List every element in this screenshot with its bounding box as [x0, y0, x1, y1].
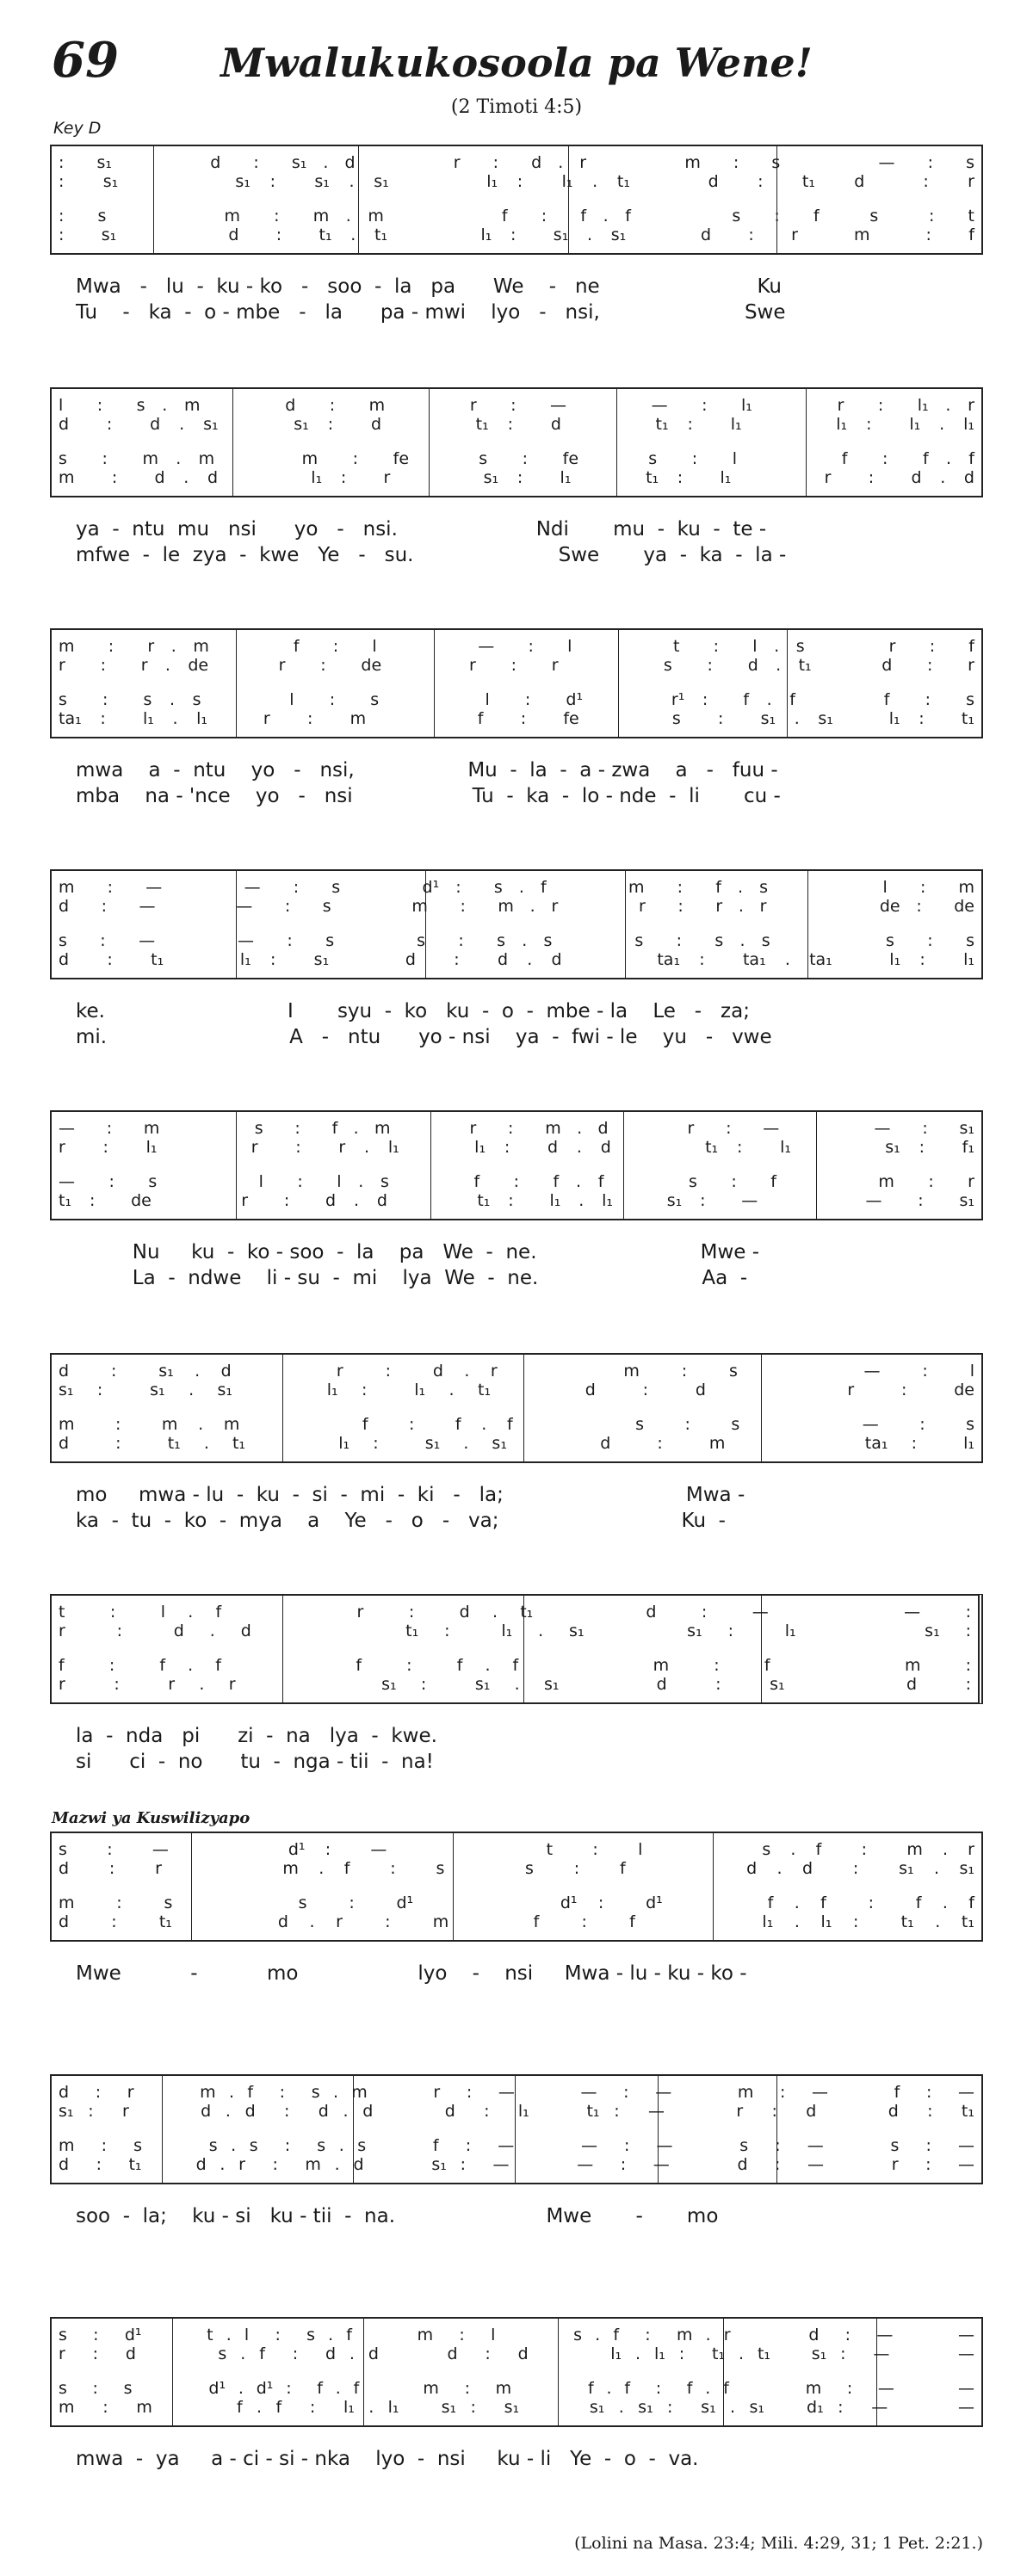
lower-voice-line: r : r . r s₁ : s₁ . s₁ d : s₁ d : — [59, 1675, 971, 1694]
lyrics-line: la - nda pi zi - na lya - kwe. — [76, 1725, 437, 1747]
staff-system-4 — [50, 869, 983, 979]
upper-voice-line: r : d . d t₁ : l₁ . s₁ s₁ : l₁ s₁ : — [59, 1622, 971, 1640]
lyrics-line: La - ndwe li - su - mi lya We - ne. Aa - — [76, 1267, 748, 1289]
upper-voice-line: r : r . de r : de r : r s : d . t₁ d : r — [59, 656, 974, 675]
key-signature: Key D — [53, 119, 102, 138]
upper-voice-line: : s₁ s₁ : s₁ . s₁ l₁ : l₁ . t₁ d : t₁ d : r — [59, 172, 974, 191]
staff-system-3 — [50, 628, 983, 738]
staff-system-5 — [50, 1110, 983, 1220]
lower-voice-line: t₁ : de r : d . d t₁ : l₁ . l₁ s₁ : — — : s₁ — [59, 1191, 974, 1210]
upper-voice-line: t : l . f r : d . t₁ d : — — : — [59, 1603, 971, 1622]
refrain-label: Mazwi ya Kuswilizyapo — [52, 1809, 251, 1827]
upper-voice-line: d : r m . f : s s : f d . d : s₁ . s₁ — [59, 1859, 974, 1878]
upper-voice-line: d : — — : s m : m . r r : r . r de : de — [59, 897, 974, 916]
lyrics-line: ya - ntu mu nsi yo - nsi. Ndi mu - ku - te - — [76, 518, 767, 541]
staff-system-2 — [50, 387, 983, 497]
lyrics-line: mwa - ya a - ci - si - nka lyo - nsi ku - li Ye - o - va. — [76, 2448, 699, 2470]
lyrics-line: Mwa - lu - ku - ko - soo - la pa We - ne Ku — [76, 275, 782, 298]
staff-system-1 — [50, 145, 983, 255]
hymn-title: Mwalukukosoola pa Wene! — [220, 40, 813, 86]
lower-voice-line: m : s s . s : s . s f : — — : — s : — s : — — [59, 2136, 974, 2155]
upper-voice-line: d : d . s₁ s₁ : d t₁ : d t₁ : l₁ l₁ : l₁ . l₁ — [59, 415, 974, 434]
lyrics-line: mi. A - ntu yo - nsi ya - fwi - le yu - vwe — [76, 1026, 772, 1048]
upper-voice-line: m : — — : s d¹ : s . f m : f . s l : m — [59, 878, 974, 897]
upper-voice-line: d : r m . f : s . m r : — — : — m : — f : — — [59, 2083, 974, 2102]
lower-voice-line: : s m : m . m f : f . f s : f s : t — [59, 207, 974, 225]
lyrics-line: si ci - no tu - nga - tii - na! — [76, 1751, 434, 1773]
hymn-number: 69 — [52, 32, 119, 89]
lower-voice-line: m : m f . f : l₁ . l₁ s₁ : s₁ s₁ . s₁ : s₁ . s₁ d₁ : — — — [59, 2398, 974, 2417]
lower-voice-line: ta₁ : l₁ . l₁ r : m f : fe s : s₁ . s₁ l₁ : t₁ — [59, 709, 974, 728]
upper-voice-line: : s₁ d : s₁ . d r : d . r m : s — : s — [59, 153, 974, 172]
staff-system-10 — [50, 2317, 983, 2427]
lower-voice-line: m : m . m f : f . f s : s — : s — [59, 1415, 974, 1434]
lyrics-line: mba na - 'nce yo - nsi Tu - ka - lo - nde - li cu - — [76, 785, 781, 807]
lyrics-line: mwa a - ntu yo - nsi, Mu - la - a - zwa a - fuu - — [76, 759, 778, 781]
lyrics-line: mfwe - le zya - kwe Ye - su. Swe ya - ka - la - — [76, 544, 787, 566]
upper-voice-line: r : l₁ r : r . l₁ l₁ : d . d t₁ : l₁ s₁ : f₁ — [59, 1138, 974, 1157]
lyrics-line: Mwe - mo lyo - nsi Mwa - lu - ku - ko - — [76, 1962, 747, 1985]
lyrics-line: mo mwa - lu - ku - si - mi - ki - la; Mwa - — [76, 1484, 745, 1506]
staff-system-9 — [50, 2074, 983, 2184]
upper-voice-line: — : m s : f . m r : m . d r : — — : s₁ — [59, 1119, 974, 1138]
lyrics-line: ka - tu - ko - mya a Ye - o - va; Ku - — [76, 1510, 726, 1532]
lower-voice-line: d : t₁ l₁ : s₁ d : d . d ta₁ : ta₁ . ta₁ l₁ : l₁ — [59, 950, 974, 969]
lyrics-line: soo - la; ku - si ku - tii - na. Mwe - mo — [76, 2205, 719, 2227]
lower-voice-line: s : s . s l : s l : d¹ r¹ : f . f f : s — [59, 690, 974, 709]
lower-voice-line: : s₁ d : t₁ . t₁ l₁ : s₁ . s₁ d : r m : f — [59, 225, 974, 244]
lower-voice-line: m : d . d l₁ : r s₁ : l₁ t₁ : l₁ r : d . d — [59, 468, 974, 487]
upper-voice-line: s₁ : s₁ . s₁ l₁ : l₁ . t₁ d : d r : de — [59, 1381, 974, 1399]
upper-voice-line: s₁ : r d . d : d . d d : l₁ t₁ : — r : d d : t₁ — [59, 2102, 974, 2121]
upper-voice-line: s : — d¹ : — t : l s . f : m . r — [59, 1840, 974, 1859]
scripture-reference: (2 Timoti 4:5) — [450, 96, 583, 118]
upper-voice-line: l : s . m d : m r : — — : l₁ r : l₁ . r — [59, 396, 974, 415]
lyrics-line: Tu - ka - o - mbe - la pa - mwi lyo - nsi, Swe — [76, 301, 786, 324]
staff-system-7 — [50, 1594, 983, 1704]
lower-voice-line: — : s l : l . s f : f . f s : f m : r — [59, 1172, 974, 1191]
footer-references: (Lolini na Masa. 23:4; Mili. 4:29, 31; 1 Pet. 2:21.) — [574, 2534, 983, 2553]
staff-system-6 — [50, 1353, 983, 1463]
lyrics-line: Nu ku - ko - soo - la pa We - ne. Mwe - — [76, 1241, 760, 1263]
upper-voice-line: r : d s . f : d . d d : d l₁ . l₁ : t₁ . t₁ s₁ : — — — [59, 2344, 974, 2363]
lower-voice-line: f : f . f f : f . f m : f m : — [59, 1656, 971, 1675]
lower-voice-line: d : t₁ d . r : m . d s₁ : — — : — d : — r : — — [59, 2155, 974, 2174]
lower-voice-line: s : s d¹ . d¹ : f . f m : m f . f : f . f m : — — — [59, 2379, 974, 2398]
lower-voice-line: d : t₁ . t₁ l₁ : s₁ . s₁ d : m ta₁ : l₁ — [59, 1434, 974, 1453]
upper-voice-line: d : s₁ . d r : d . r m : s — : l — [59, 1362, 974, 1381]
staff-system-8 — [50, 1832, 983, 1942]
lower-voice-line: m : s s : d¹ d¹ : d¹ f . f : f . f — [59, 1893, 974, 1912]
lower-voice-line: s : m . m m : fe s : fe s : l f : f . f — [59, 449, 974, 468]
upper-voice-line: m : r . m f : l — : l t : l . s r : f — [59, 637, 974, 656]
lower-voice-line: s : — — : s s : s . s s : s . s s : s — [59, 931, 974, 950]
lyrics-line: ke. I syu - ko ku - o - mbe - la Le - za; — [76, 1000, 750, 1022]
upper-voice-line: s : d¹ t . l : s . f m : l s . f : m . r d : — — — [59, 2326, 974, 2344]
lower-voice-line: d : t₁ d . r : m f : f l₁ . l₁ : t₁ . t₁ — [59, 1912, 974, 1931]
